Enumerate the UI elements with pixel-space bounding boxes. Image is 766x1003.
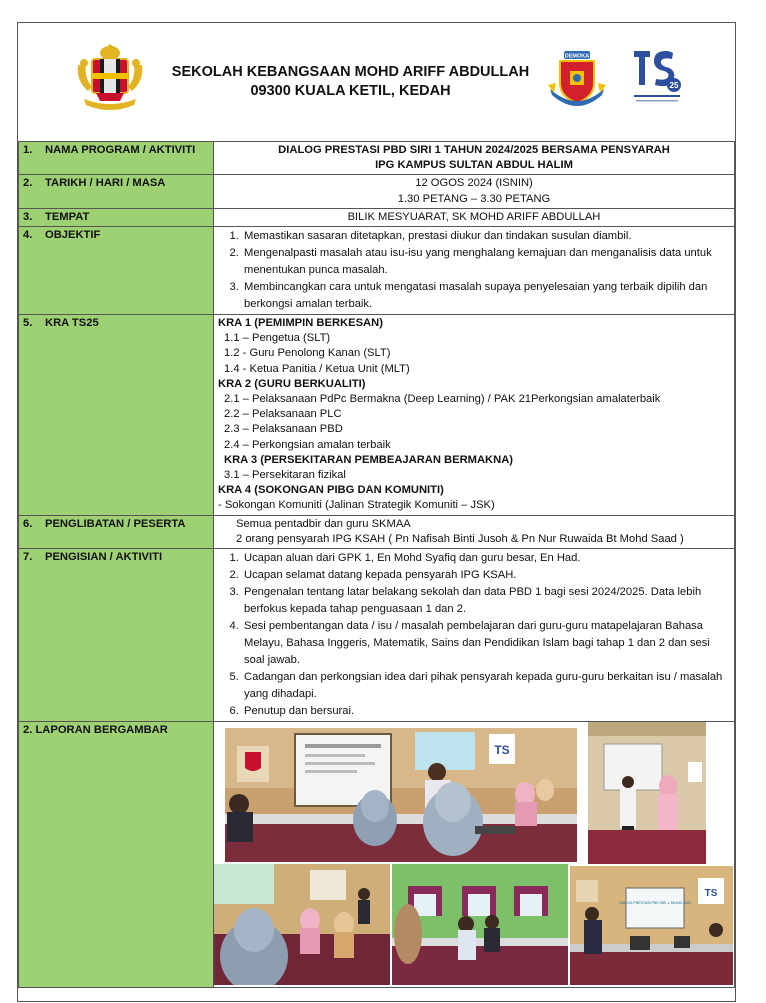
- crest-banner-text: DEMOKA: [564, 53, 590, 60]
- projector-screen-text: DIALOG PRESTASI PBD SIRI 1 TAHUN 2024: [619, 901, 691, 906]
- row-label: PENGISIAN / AKTIVITI: [45, 551, 163, 564]
- svg-text:TS: TS: [704, 888, 718, 900]
- meeting-photo-2: [588, 722, 706, 864]
- school-crest-icon: [546, 49, 608, 109]
- school-address-line: 09300 KUALA KETIL, KEDAH: [250, 83, 451, 99]
- objective-item: 3. Membincangkan cara untuk mengatasi masalah supaya penyelesaian yang terbaik dipilih dan berkongsi amalan terbaik.: [242, 279, 730, 313]
- value-program: [214, 142, 735, 175]
- value-objective: [214, 227, 735, 315]
- kra-heading: KRA 3 (PERSEKITARAN PEMBEAJARAN BERMAKNA): [224, 453, 514, 466]
- kra-heading: KRA 1 (PEMIMPIN BERKESAN): [218, 317, 383, 330]
- letterhead: [18, 23, 735, 141]
- row-report: [19, 722, 735, 988]
- row-label: TEMPAT: [45, 210, 90, 223]
- svg-text:TS: TS: [494, 743, 510, 758]
- value-place: BILIK MESYUARAT, SK MOHD ARIFF ABDULLAH: [214, 208, 735, 226]
- time-line: 1.30 PETANG – 3.30 PETANG: [397, 192, 551, 205]
- kra-heading: KRA 4 (SOKONGAN PIBG DAN KOMUNITI): [218, 484, 444, 497]
- value-kra: [214, 315, 735, 516]
- activity-item: 4. Sesi pembentangan data / isu / masalah pembelajaran dari guru-guru matapelajaran Bahasa Melayu, Bahasa Inggeris, Matematik, Sains dan Pendidikan Islam bagi tahap 1 dan 2 dan sesi soal jawab.: [242, 618, 730, 669]
- value-activities: [214, 549, 735, 722]
- kra-heading: KRA 2 (GURU BERKUALITI): [218, 377, 366, 390]
- program-title-line2: IPG KAMPUS SULTAN ABDUL HALIM: [375, 159, 573, 172]
- activity-item: 5. Cadangan dan perkongsian idea dari pihak pensyarah kepada guru-guru berkaitan isu / masalah yang dihadapi.: [242, 669, 730, 703]
- label-report: [19, 722, 214, 988]
- row-label: TARIKH / HARI / MASA: [45, 177, 166, 190]
- row-number: 1.: [23, 144, 33, 156]
- row-number: 3.: [23, 210, 33, 223]
- meeting-photo-5: [570, 866, 733, 985]
- row-number: 7.: [23, 551, 33, 564]
- value-report: [214, 722, 735, 988]
- row-number: 4.: [23, 229, 33, 242]
- row-label: 2. LAPORAN BERGAMBAR: [23, 724, 168, 737]
- row-number: 2.: [23, 177, 33, 190]
- row-label: KRA TS25: [45, 317, 99, 330]
- row-label: PENGLIBATAN / PESERTA: [45, 517, 186, 530]
- activity-item: 6. Penutup dan bersurai.: [242, 703, 730, 720]
- row-label: OBJEKTIF: [45, 229, 101, 242]
- row-label: NAMA PROGRAM / AKTIVITI: [45, 144, 196, 156]
- activity-item: 3. Pengenalan tentang latar belakang sekolah dan data PBD 1 bagi sesi 2024/2025. Data lebih berfokus kepada tahap penguasaan 1 dan 2.: [242, 584, 730, 618]
- meeting-photo-1: [225, 728, 577, 862]
- ts25-number: 25: [669, 81, 679, 90]
- label-kra: [19, 315, 214, 516]
- kedah-coat-of-arms-icon: [74, 43, 146, 119]
- label-program: [19, 142, 214, 175]
- kra-item: - Sokongan Komuniti (Jalinan Strategik Komuniti – JSK): [218, 499, 495, 512]
- kra-item: 2.4 – Perkongsian amalan terbaik: [224, 438, 391, 451]
- program-details-table: [18, 141, 735, 988]
- date-line: 12 OGOS 2024 (ISNIN): [415, 177, 533, 190]
- activity-item: 1. Ucapan aluan dari GPK 1, En Mohd Syafiq dan guru besar, En Had.: [242, 550, 730, 567]
- program-title-line1: DIALOG PRESTASI PBD SIRI 1 TAHUN 2024/2025 BERSAMA PENSYARAH: [278, 144, 670, 156]
- row-participants: [19, 515, 735, 548]
- objective-item: 1. Memastikan sasaran ditetapkan, prestasi diukur dan tindakan susulan diambil.: [242, 228, 730, 245]
- row-objective: [19, 227, 735, 315]
- meeting-photo-4: [392, 864, 568, 985]
- ts25-logo-icon: [630, 45, 684, 109]
- kra-item: 2.1 – Pelaksanaan PdPc Bermakna (Deep Learning) / PAK 21Perkongsian amalaterbaik: [224, 393, 661, 406]
- participants-line: Semua pentadbir dan guru SKMAA: [236, 517, 411, 530]
- kra-item: 1.4 - Ketua Panitia / Ketua Unit (MLT): [224, 362, 410, 375]
- row-program: [19, 142, 735, 175]
- meeting-photo-3: [214, 864, 390, 985]
- kra-item: 1.2 - Guru Penolong Kanan (SLT): [224, 347, 391, 360]
- label-activities: [19, 549, 214, 722]
- participants-line: 2 orang pensyarah IPG KSAH ( Pn Nafisah Binti Jusoh & Pn Nur Ruwaida Bt Mohd Saad ): [236, 532, 684, 545]
- row-place: [19, 208, 735, 226]
- row-number: 5.: [23, 317, 33, 330]
- activity-item: 2. Ucapan selamat datang kepada pensyarah IPG KSAH.: [242, 567, 730, 584]
- report-sheet: [17, 22, 736, 1002]
- objective-item: 2. Mengenalpasti masalah atau isu-isu yang menghalang kemajuan dan menganalisis data untuk menentukan punca masalah.: [242, 245, 730, 279]
- kra-item: 2.3 – Pelaksanaan PBD: [224, 423, 343, 436]
- row-number: 6.: [23, 517, 33, 530]
- school-name-line: SEKOLAH KEBANGSAAN MOHD ARIFF ABDULLAH: [171, 64, 530, 80]
- photo-collage: [214, 722, 734, 985]
- school-title: [168, 63, 533, 101]
- value-date: [214, 175, 735, 208]
- kra-item: 2.2 – Pelaksanaan PLC: [224, 408, 342, 421]
- row-date: [19, 175, 735, 208]
- label-place: [19, 208, 214, 226]
- row-kra: [19, 315, 735, 516]
- label-participants: [19, 515, 214, 548]
- value-participants: [214, 515, 735, 548]
- label-date: [19, 175, 214, 208]
- label-objective: [19, 227, 214, 315]
- row-activities: [19, 549, 735, 722]
- kra-item: 1.1 – Pengetua (SLT): [224, 332, 331, 345]
- kra-item: 3.1 – Persekitaran fizikal: [224, 469, 346, 482]
